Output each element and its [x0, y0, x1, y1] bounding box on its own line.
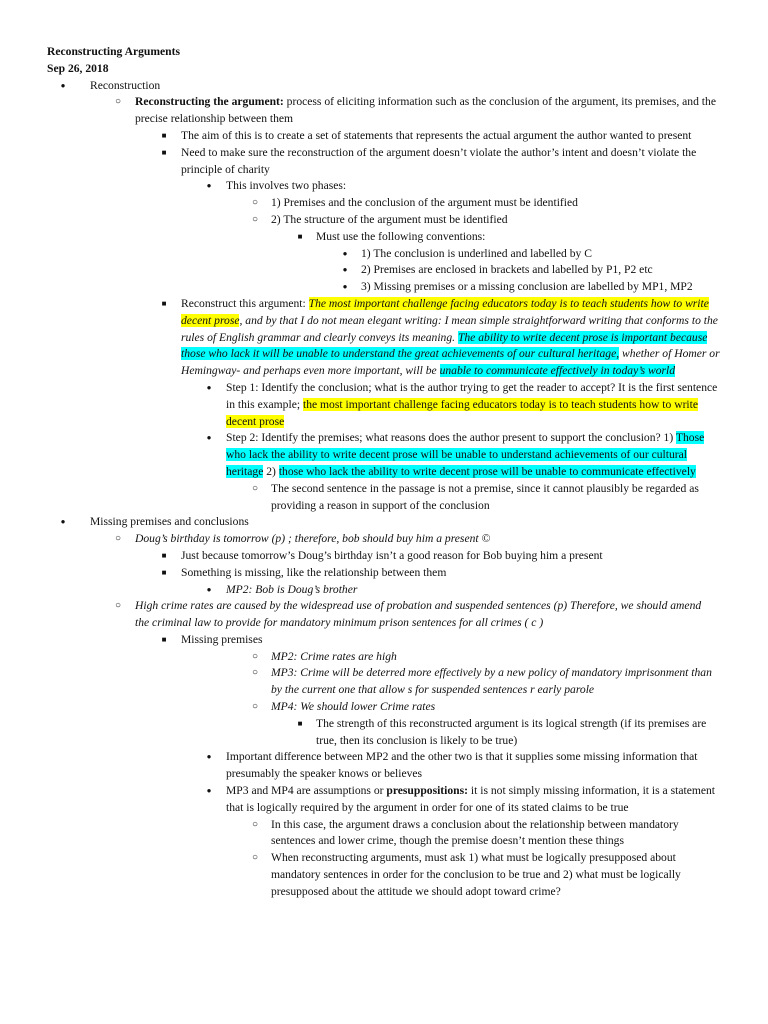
bullet-icon: [203, 749, 215, 766]
list-item: ● MP2: Bob is Doug’s brother: [0, 582, 768, 599]
list-item: ○ High crime rates are caused by the widespread use of probation and suspended sentences (p) Therefore, we should amend the criminal law to provide for mandatory minimum prison sentences for all crimes ( c ): [0, 598, 768, 632]
list-item: ○ MP4: We should lower Crime rates: [0, 699, 768, 716]
bullet-icon: [249, 481, 261, 498]
term-label: Reconstructing the argument:: [135, 95, 284, 109]
bullet-icon: [158, 632, 170, 649]
bullet-icon: [249, 195, 261, 212]
document-date: Sep 26, 2018: [47, 61, 109, 75]
bullet-icon: [339, 246, 351, 263]
bullet-icon: [203, 178, 215, 195]
bullet-icon: [294, 716, 306, 733]
highlighted-premise: those who lack the ability to write decent prose will be unable to communicate effectively: [278, 464, 696, 478]
list-item: ■ Missing premises: [0, 632, 768, 649]
bullet-icon: [249, 699, 261, 716]
list-item: ■ Just because tomorrow’s Doug’s birthday isn’t a good reason for Bob buying him a present: [0, 548, 768, 565]
bullet-icon: [249, 850, 261, 867]
list-item: ● MP3 and MP4 are assumptions or presuppositions: it is not simply missing information, it is a statement that is logically required by the argument in order for one of its stated claims to be true: [0, 783, 768, 817]
list-item: ● Reconstruction: [0, 78, 768, 95]
list-item: ● 3) Missing premises or a missing conclusion are labelled by MP1, MP2: [0, 279, 768, 296]
list-item: ● Important difference between MP2 and the other two is that it supplies some missing information that presumably the speaker knows or believes: [0, 749, 768, 783]
list-item: ● 2) Premises are enclosed in brackets and labelled by P1, P2 etc: [0, 262, 768, 279]
bullet-icon: [158, 565, 170, 582]
bullet-icon: [203, 380, 215, 397]
list-item: ○ 1) Premises and the conclusion of the argument must be identified: [0, 195, 768, 212]
list-item: ○ MP2: Crime rates are high: [0, 649, 768, 666]
list-item: ● This involves two phases:: [0, 178, 768, 195]
list-item: ■ Something is missing, like the relationship between them: [0, 565, 768, 582]
list-item: ■ The strength of this reconstructed argument is its logical strength (if its premises are true, then its conclusion is likely to be true): [0, 716, 768, 750]
document-title: Reconstructing Arguments: [47, 45, 180, 58]
list-item: ○ The second sentence in the passage is not a premise, since it cannot plausibly be regarded as providing a reason in support of the conclusion: [0, 481, 768, 515]
list-item: ○ MP3: Crime will be deterred more effectively by a new policy of mandatory imprisonment than by the current one that allow s for suspended sentences r early parole: [0, 665, 768, 699]
list-item: ● 1) The conclusion is underlined and labelled by C: [0, 246, 768, 263]
bullet-icon: [339, 262, 351, 279]
bullet-icon: [112, 531, 124, 548]
list-item: ■ Need to make sure the reconstruction of the argument doesn’t violate the author’s intent and doesn’t violate the principle of charity: [0, 145, 768, 179]
list-item: ■ The aim of this is to create a set of statements that represents the actual argument the author wanted to present: [0, 128, 768, 145]
highlighted-premise: unable to communicate effectively in today’s world: [439, 364, 676, 378]
bullet-icon: [249, 212, 261, 229]
bullet-icon: [158, 548, 170, 565]
highlighted-premise: Those who lack the ability to write decent prose will be unable to understand achievements of our cultural heritage: [226, 431, 705, 478]
document-page: [0, 44, 768, 901]
bullet-icon: [249, 817, 261, 834]
bullet-icon: [158, 128, 170, 145]
list-item: ● Missing premises and conclusions: [0, 514, 768, 531]
highlighted-conclusion: the most important challenge facing educators today is to teach students how to write decent prose: [226, 397, 699, 428]
bullet-icon: [203, 430, 215, 447]
bullet-icon: [57, 514, 69, 531]
bullet-icon: [203, 783, 215, 800]
list-item: ○ In this case, the argument draws a conclusion about the relationship between mandatory sentences and lower crime, though the premise doesn’t mention these things: [0, 817, 768, 851]
bullet-icon: [158, 145, 170, 162]
list-item: ○ Doug’s birthday is tomorrow (p) ; therefore, bob should buy him a present ©: [0, 531, 768, 548]
bullet-icon: [294, 229, 306, 246]
bullet-icon: [112, 598, 124, 615]
bullet-icon: [203, 582, 215, 599]
list-item: ○ 2) The structure of the argument must be identified: [0, 212, 768, 229]
bullet-icon: [57, 78, 69, 95]
highlighted-premise: The ability to write decent prose is important because those who lack it will be unable to understand the great achievements of our cultural heritage,: [181, 330, 708, 361]
list-item: ■ Must use the following conventions:: [0, 229, 768, 246]
highlighted-conclusion: The most important challenge facing educators today is to teach students how to write decent prose: [181, 296, 709, 327]
bullet-icon: [158, 296, 170, 313]
bullet-icon: [249, 665, 261, 682]
list-item: ● Step 2: Identify the premises; what reasons does the author present to support the conclusion? 1) Those who lack the ability to write decent prose will be unable to understand achievements of our cultural heritage 2) those who lack the ability to write decent prose will be unable to communicate effectively: [0, 430, 768, 480]
bullet-icon: [339, 279, 351, 296]
list-item: ■ Reconstruct this argument: The most important challenge facing educators today is to teach students how to write decent prose, and by that I do not mean elegant writing: I mean simple straightforward writing that conforms to the rules of English grammar and clearly conveys its meaning. The ability to write decent prose is important because those who lack it will be unable to understand the great achievements of our cultural heritage, whether of Homer or Hemingway- and perhaps even more important, will be unable to communicate effectively in today’s world: [0, 296, 768, 380]
term-label: presuppositions:: [386, 784, 469, 798]
list-item: ○ When reconstructing arguments, must ask 1) what must be logically presupposed about mandatory sentences in order for the conclusion to be true and 2) what must be logically presupposed about the attitude we should adopt toward crime?: [0, 850, 768, 900]
list-item: ● Step 1: Identify the conclusion; what is the author trying to get the reader to accept? It is the first sentence in this example; the most important challenge facing educators today is to teach students how to write decent prose: [0, 380, 768, 430]
list-item: ○ Reconstructing the argument: process of eliciting information such as the conclusion of the argument, its premises, and the precise relationship between them: [0, 94, 768, 128]
bullet-icon: [112, 94, 124, 111]
bullet-icon: [249, 649, 261, 666]
